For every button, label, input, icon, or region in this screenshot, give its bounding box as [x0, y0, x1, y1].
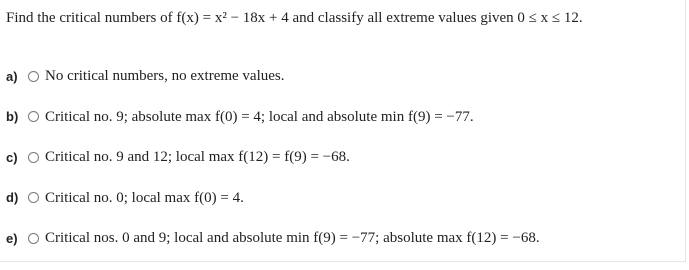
option-d[interactable] — [6, 188, 540, 208]
radio-button-icon[interactable] — [28, 111, 39, 122]
option-text: Critical nos. 0 and 9; local and absolute min f(9) = −77; absolute max f(12) = −68. — [45, 230, 540, 246]
option-b[interactable] — [6, 107, 540, 127]
option-letter: e) — [6, 230, 18, 246]
option-a[interactable] — [6, 66, 540, 86]
option-text: Critical no. 9 and 12; local max f(12) = f(9) = −68. — [45, 149, 350, 165]
option-text: Critical no. 9; absolute max f(0) = 4; local and absolute min f(9) = −77. — [45, 108, 474, 125]
answer-options — [6, 66, 540, 269]
question-text: Find the critical numbers of f(x) = x² − 18x + 4 and classify all extreme values given 0 ≤ x ≤ 12. — [6, 10, 583, 26]
option-letter: c) — [6, 149, 18, 165]
radio-button-icon[interactable] — [28, 152, 39, 163]
option-letter: b) — [6, 109, 19, 124]
radio-button-icon[interactable] — [28, 71, 39, 82]
option-text: No critical numbers, no extreme values. — [45, 68, 285, 84]
option-letter: d) — [6, 190, 19, 205]
option-e[interactable] — [6, 228, 540, 248]
option-text: Critical no. 0; local max f(0) = 4. — [45, 189, 244, 206]
option-c[interactable] — [6, 147, 540, 167]
option-letter: a) — [6, 68, 18, 84]
radio-button-icon[interactable] — [28, 233, 39, 244]
radio-button-icon[interactable] — [28, 192, 39, 203]
